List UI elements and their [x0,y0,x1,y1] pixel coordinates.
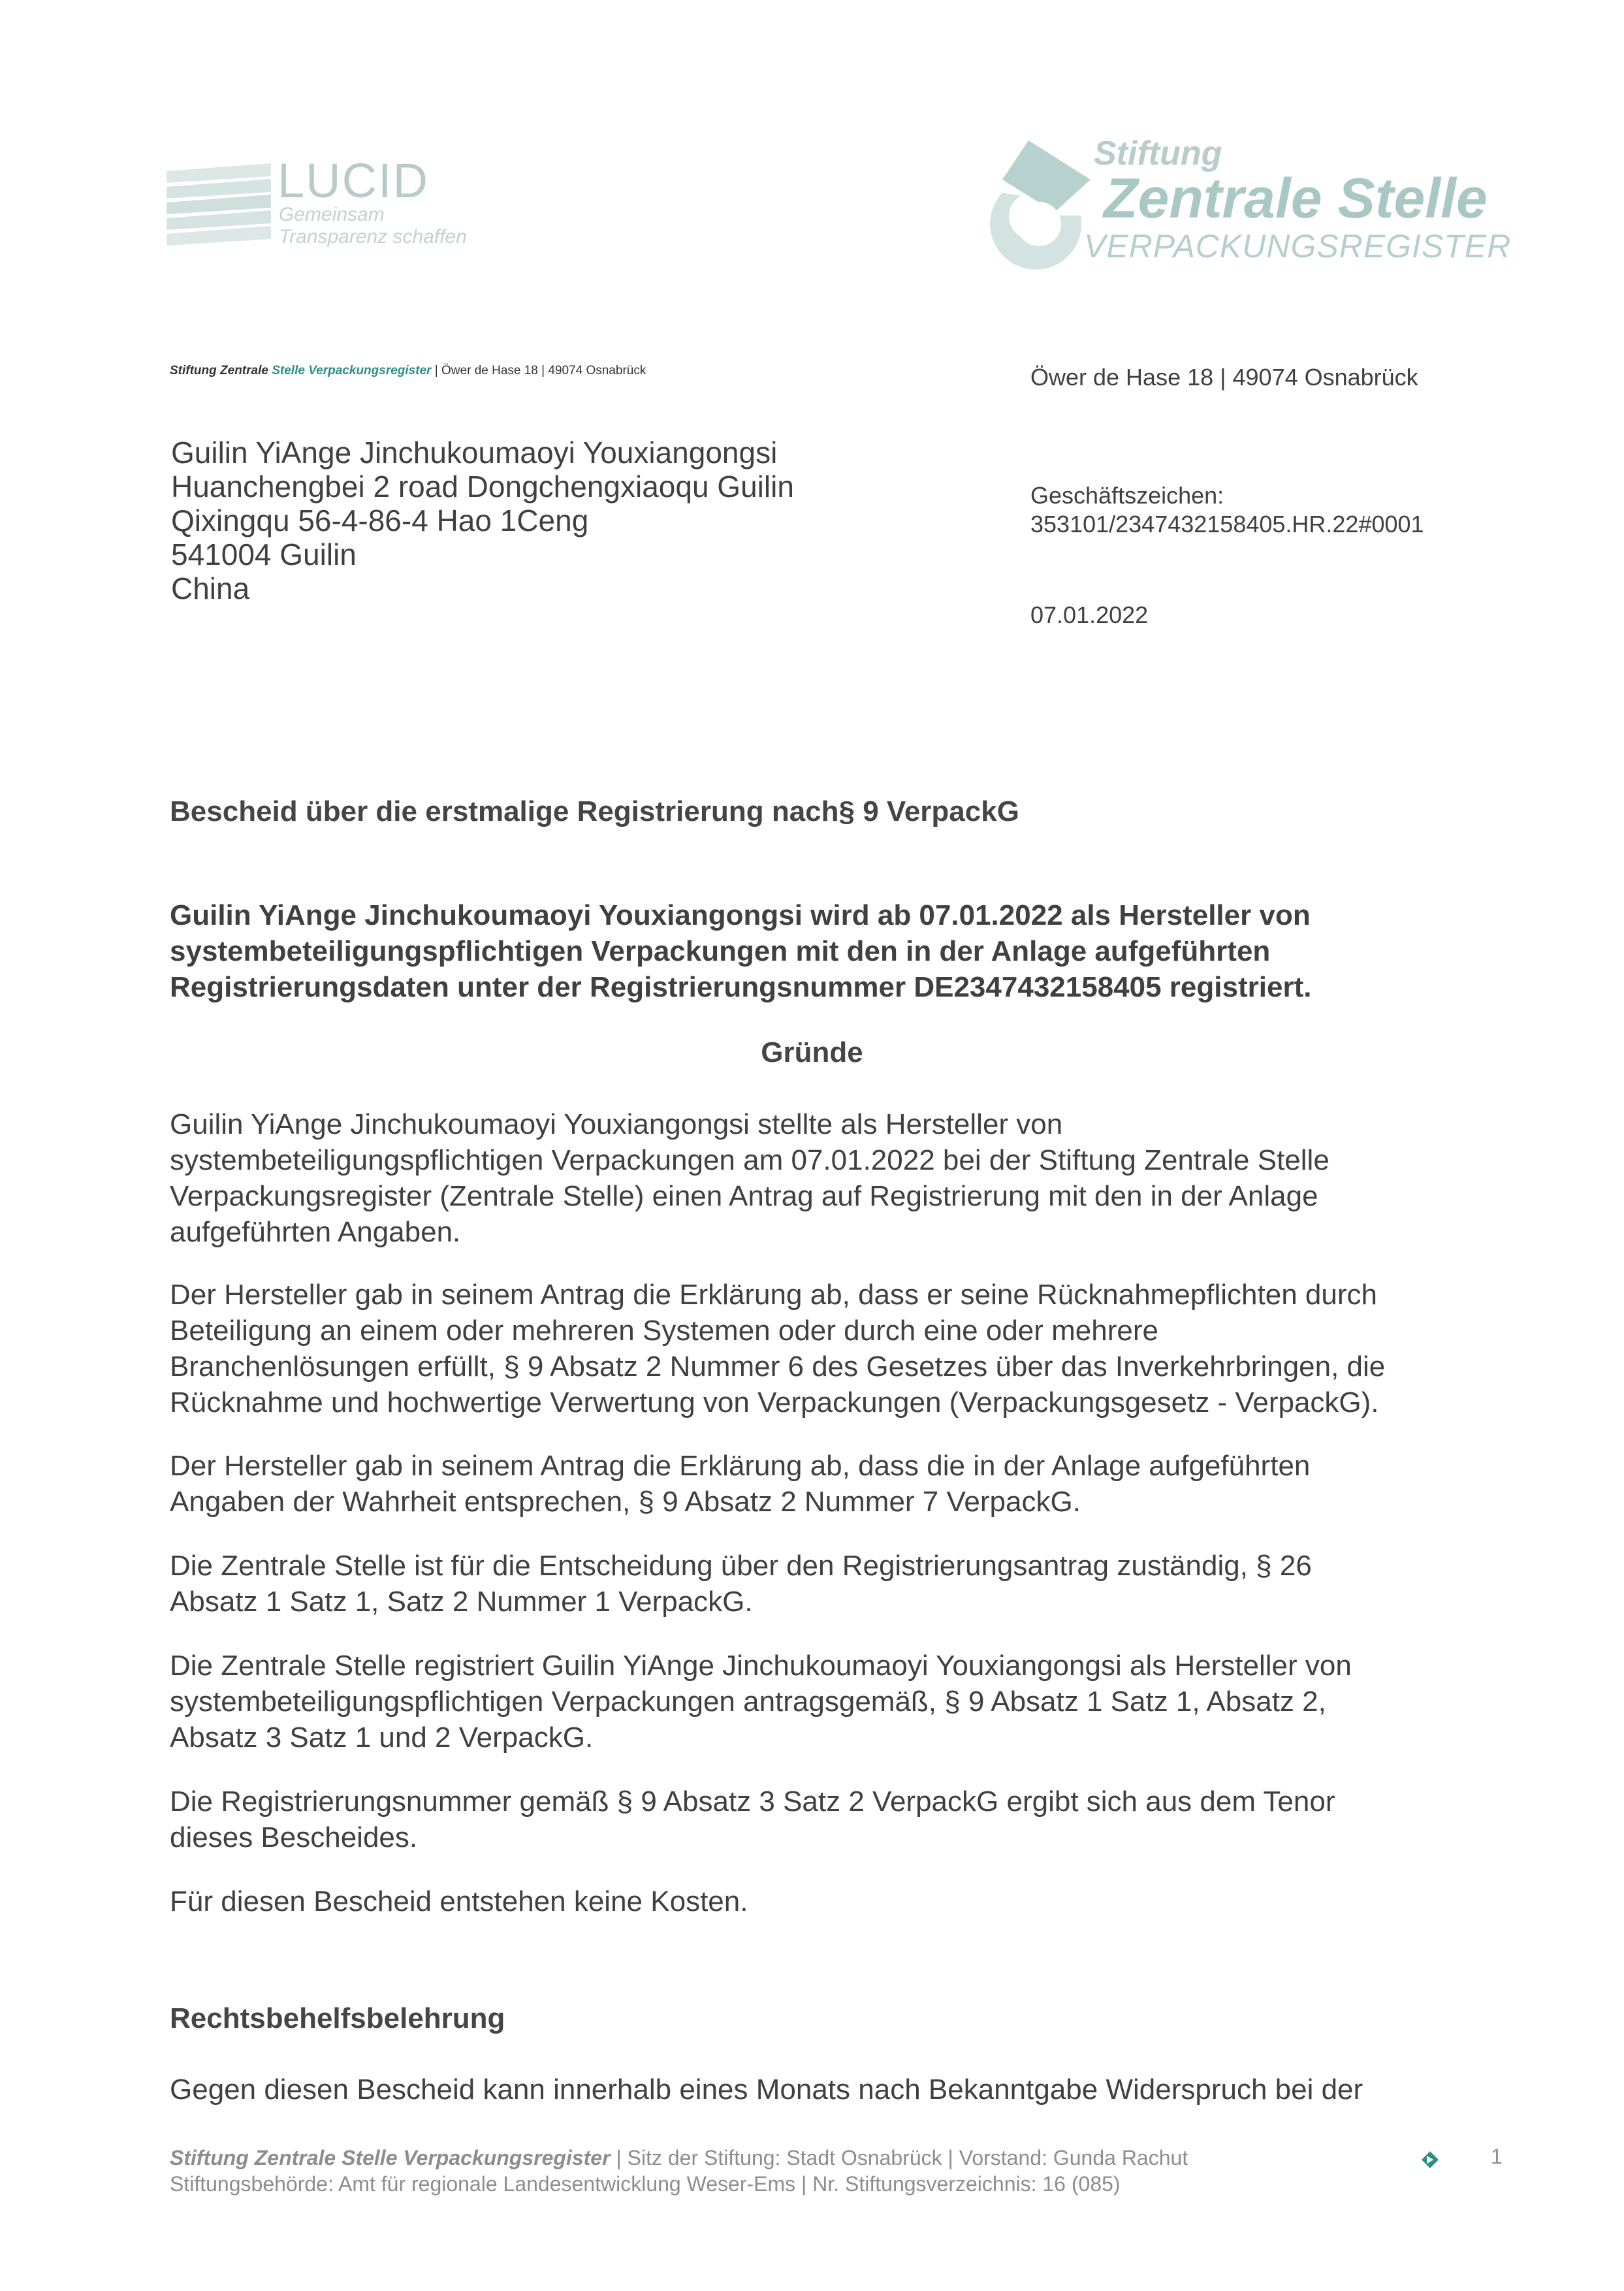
recipient-line: China [171,571,250,605]
reference-value: 353101/2347432158405.HR.22#0001 [1030,511,1424,537]
zsvr-logo-line2: Zentrale Stelle [1104,167,1488,230]
document-date: 07.01.2022 [1030,601,1149,628]
office-address: Öwer de Hase 18 | 49074 Osnabrück [1030,364,1418,391]
paragraph-line: Die Zentrale Stelle ist für die Entscheidung über den Registrierungsantrag zuständig, § 26 [170,1550,1312,1582]
paragraph-line: Der Hersteller gab in seinem Antrag die Erklärung ab, dass er seine Rücknahmepflichten durch [170,1279,1377,1311]
paragraph-application [170,1106,1329,1250]
paragraph-take-back [170,1277,1385,1420]
paragraph-line: Absatz 3 Satz 1 und 2 VerpackG. [170,1722,594,1754]
tenor [170,897,1489,1005]
tenor-line: systembeteiligungspflichtigen Verpackungen mit den in der Anlage aufgeführten [170,935,1271,967]
recipient-line: Guilin YiAnge Jinchukoumaoyi Youxiangongsi [171,436,778,470]
lucid-stack-icon [167,163,271,255]
lucid-wordmark: LUCID [278,153,430,208]
paragraph-line: systembeteiligungspflichtigen Verpackungen antragsgemäß, § 9 Absatz 1 Satz 1, Absatz 2, [170,1686,1326,1718]
footer [170,2145,1188,2197]
lucid-logo [167,153,506,261]
tenor-line: Registrierungsdaten unter der Registrierungsnummer DE2347432158405 registriert. [170,971,1312,1003]
recipient-line: Qixingqu 56-4-86-4 Hao 1Ceng [171,504,589,537]
footer-org: Stiftung Zentrale Stelle Verpackungsregister [170,2146,611,2170]
paragraph-line: Die Zentrale Stelle registriert Guilin YiAnge Jinchukoumaoyi Youxiangongsi als Hersteller von [170,1650,1352,1682]
tenor-line: Guilin YiAnge Jinchukoumaoyi Youxiangongsi wird ab 07.01.2022 als Hersteller von [170,899,1311,931]
diamond-arrow-icon [1420,2150,1440,2170]
paragraph-line: Der Hersteller gab in seinem Antrag die Erklärung ab, dass die in der Anlage aufgeführten [170,1450,1311,1482]
sender-org-part1: Stiftung Zentrale [170,364,268,377]
sender-address: | Öwer de Hase 18 | 49074 Osnabrück [431,364,646,377]
paragraph-line: aufgeführten Angaben. [170,1216,461,1248]
paragraph-registration [170,1648,1352,1755]
zsvr-logo-line3: VERPACKUNGSREGISTER [1084,228,1512,264]
paragraph-truthfulness [170,1448,1310,1520]
paragraph-line: Verpackungsregister (Zentrale Stelle) einen Antrag auf Registrierung mit den in der Anlage [170,1180,1318,1212]
recipient-address [171,436,794,605]
paragraph-costs [170,1883,748,1919]
paragraph-line: Guilin YiAnge Jinchukoumaoyi Youxiangongsi stellte als Hersteller von [170,1108,1063,1140]
remedy-text [170,2072,1363,2107]
footer-line-1 [170,2145,1188,2171]
subject-heading: Bescheid über die erstmalige Registrierung nach§ 9 VerpackG [170,795,1019,827]
paragraph-line: Absatz 1 Satz 1, Satz 2 Nummer 1 VerpackG. [170,1586,753,1618]
paragraph-line: Für diesen Bescheid entstehen keine Kosten. [170,1885,748,1917]
page-number: 1 [1491,2145,1503,2168]
zsvr-emblem-icon [983,140,1094,271]
footer-line-2: Stiftungsbehörde: Amt für regionale Landesentwicklung Weser-Ems | Nr. Stiftungsverzeichnis: 16 (085) [170,2172,1121,2196]
lucid-tagline-2: Transparenz schaffen [279,226,467,248]
zsvr-logo [983,134,1525,271]
recipient-line: Huanchengbei 2 road Dongchengxiaoqu Guilin [171,470,794,504]
lucid-tagline-1: Gemeinsam [279,204,385,225]
paragraph-line: Beteiligung an einem oder mehreren Systemen oder durch eine oder mehrere [170,1315,1158,1347]
paragraph-line: dieses Bescheides. [170,1821,418,1853]
paragraph-competence [170,1548,1312,1620]
paragraph-line: Gegen diesen Bescheid kann innerhalb eines Monats nach Bekanntgabe Widerspruch bei der [170,2074,1363,2106]
remedy-heading: Rechtsbehelfsbelehrung [170,2002,505,2034]
paragraph-line: Die Registrierungsnummer gemäß § 9 Absatz 3 Satz 2 VerpackG ergibt sich aus dem Tenor [170,1786,1335,1818]
paragraph-line: systembeteiligungspflichtigen Verpackungen am 07.01.2022 bei der Stiftung Zentrale Stelle [170,1144,1329,1176]
sender-return-line [170,364,646,378]
reasons-heading: Gründe [761,1036,863,1068]
paragraph-line: Branchenlösungen erfüllt, § 9 Absatz 2 Nummer 6 des Gesetzes über das Inverkehrbringen, die [170,1351,1386,1383]
footer-line-1-rest: | Sitz der Stiftung: Stadt Osnabrück | Vorstand: Gunda Rachut [610,2146,1188,2170]
zsvr-logo-line1: Stiftung [1094,135,1222,172]
paragraph-line: Angaben der Wahrheit entsprechen, § 9 Absatz 2 Nummer 7 VerpackG. [170,1486,1081,1518]
recipient-line: 541004 Guilin [171,537,357,571]
reference-label: Geschäftszeichen: [1030,482,1224,509]
paragraph-registration-number [170,1784,1335,1855]
sender-org-part2: Stelle Verpackungsregister [272,364,432,377]
paragraph-line: Rücknahme und hochwertige Verwertung von Verpackungen (Verpackungsgesetz - VerpackG). [170,1386,1379,1418]
